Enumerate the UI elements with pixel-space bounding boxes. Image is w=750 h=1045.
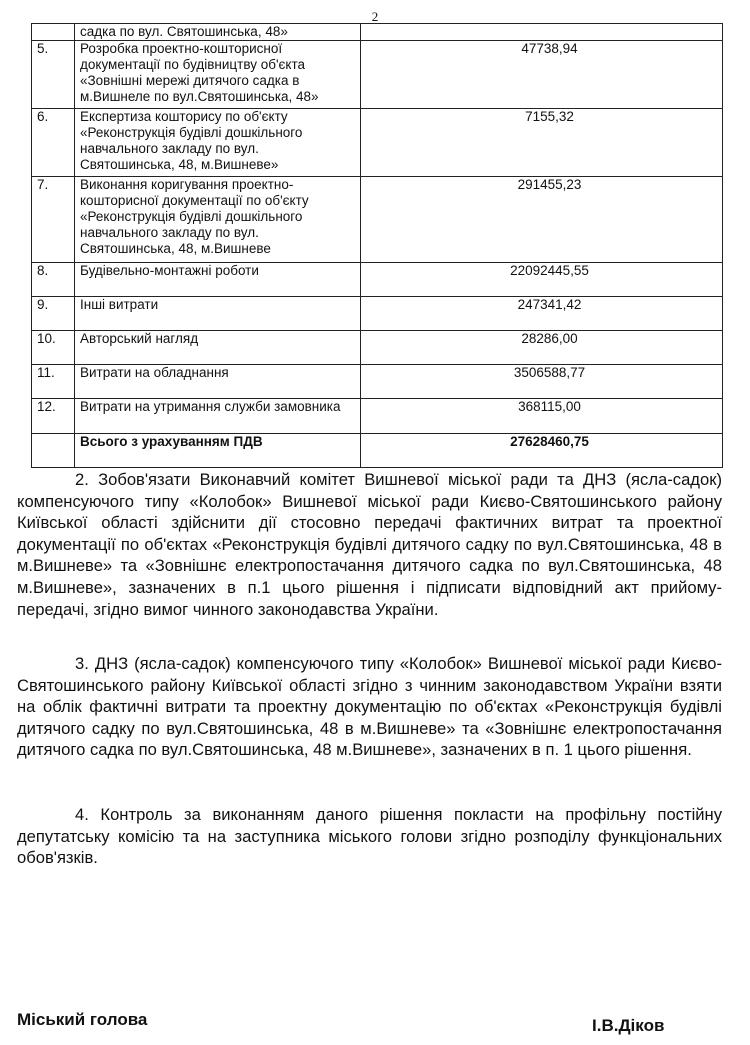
cost-table-body [32,24,723,468]
row-number: 11. [32,365,75,399]
row-value-text: 22092445,55 [510,263,589,278]
row-name: Виконання коригування проектно-кошторисної документації по об'єкту «Реконструкція будівлі дошкільного навчального закладу по вул. Святошинська, 48, м.Вишневе [75,177,361,263]
row-value [361,365,723,399]
row-value [361,399,723,434]
row-value-text: 291455,23 [517,177,582,192]
total-value-text: 27628460,75 [510,434,589,449]
row-value [361,177,723,263]
row-value-text: 3506588,77 [513,365,586,380]
page-number: 2 [371,9,379,24]
row-name: Авторський нагляд [75,331,361,365]
row-name: Експертиза кошторису по об'єкту «Реконструкція будівлі дошкільного навчального закладу по вул. Святошинська, 48, м.Вишневе» [75,109,361,177]
row-number: 12. [32,399,75,434]
total-row [32,434,723,468]
row-value [361,263,723,297]
row-value-text: 28286,00 [521,331,578,346]
row-name: Будівельно-монтажні роботи [75,263,361,297]
paragraph-2: 2. Зобов'язати Виконавчий комітет Вишневої міської ради та ДНЗ (ясла-садок) компенсуючого типу «Колобок» Вишневої міської ради Києво-Святошинського району Київської області здійснити дії стосовно передачі фактичних витрат та проектної документації по об'єктах «Реконструкція будівлі дитячого садку по вул.Святошинська, 48 в м.Вишневе» та «Зовнішнє електропостачання дитячого садка по вул.Святошинська, 48 м.Вишневе», зазначених в п.1 цього рішення і підписати відповідний акт прийому-передачі, згідно вимог чинного законодавства України. [17,470,722,619]
row-value-text: 368115,00 [518,399,581,414]
total-number [32,434,75,468]
total-value [361,434,723,468]
row-value-text: 247341,42 [517,297,582,312]
table-row [32,399,723,434]
row-number: 6. [32,109,75,177]
table-row [32,331,723,365]
row-value-text: 47738,94 [521,41,578,56]
row-number: 9. [32,297,75,331]
row-number: 5. [32,41,75,109]
table-row [32,297,723,331]
table-row [32,24,723,41]
row-name: Розробка проектно-кошторисної документації по будівництву об'єкта «Зовнішні мережі дитячого садка в м.Вишнеле по вул.Святошинська, 48» [75,41,361,109]
total-label: Всього з урахуванням ПДВ [75,434,361,468]
row-name: Інші витрати [75,297,361,331]
row-name: садка по вул. Святошинська, 48» [75,24,361,41]
row-value [361,331,723,365]
table-row [32,365,723,399]
row-number: 7. [32,177,75,263]
table-row [32,263,723,297]
cost-table [31,23,723,468]
row-value [361,41,723,109]
row-value [361,109,723,177]
row-name: Витрати на обладнання [75,365,361,399]
table-row [32,109,723,177]
paragraph-3: 3. ДНЗ (ясла-садок) компенсуючого типу «Колобок» Вишневої міської ради Києво-Святошинського району Київської області згідно з чинним законодавством України взяти на облік фактичні витрати та проектну документацію по об'єктах «Реконструкція будівлі дитячого садку по вул.Святошинська, 48 в м.Вишневе» та «Зовнішнє електропостачання дитячого садка по вул.Святошинська, 48 м.Вишневе», зазначених в п. 1 цього рішення. [17,654,722,760]
row-number: 10. [32,331,75,365]
signature-title: Міський голова [17,1010,148,1029]
row-number: 8. [32,263,75,297]
row-value-text: 7155,32 [525,109,574,124]
row-number [32,24,75,41]
row-value [361,297,723,331]
paragraph-4: 4. Контроль за виконанням даного рішення покласти на профільну постійну депутатську комісію та на заступника міського голови згідно розподілу функціональних обов'язків. [17,805,722,868]
table-row [32,41,723,109]
row-value [361,24,723,41]
row-name: Витрати на утримання служби замовника [75,399,361,434]
table-row [32,177,723,263]
signature-name: І.В.Діков [592,1016,665,1035]
